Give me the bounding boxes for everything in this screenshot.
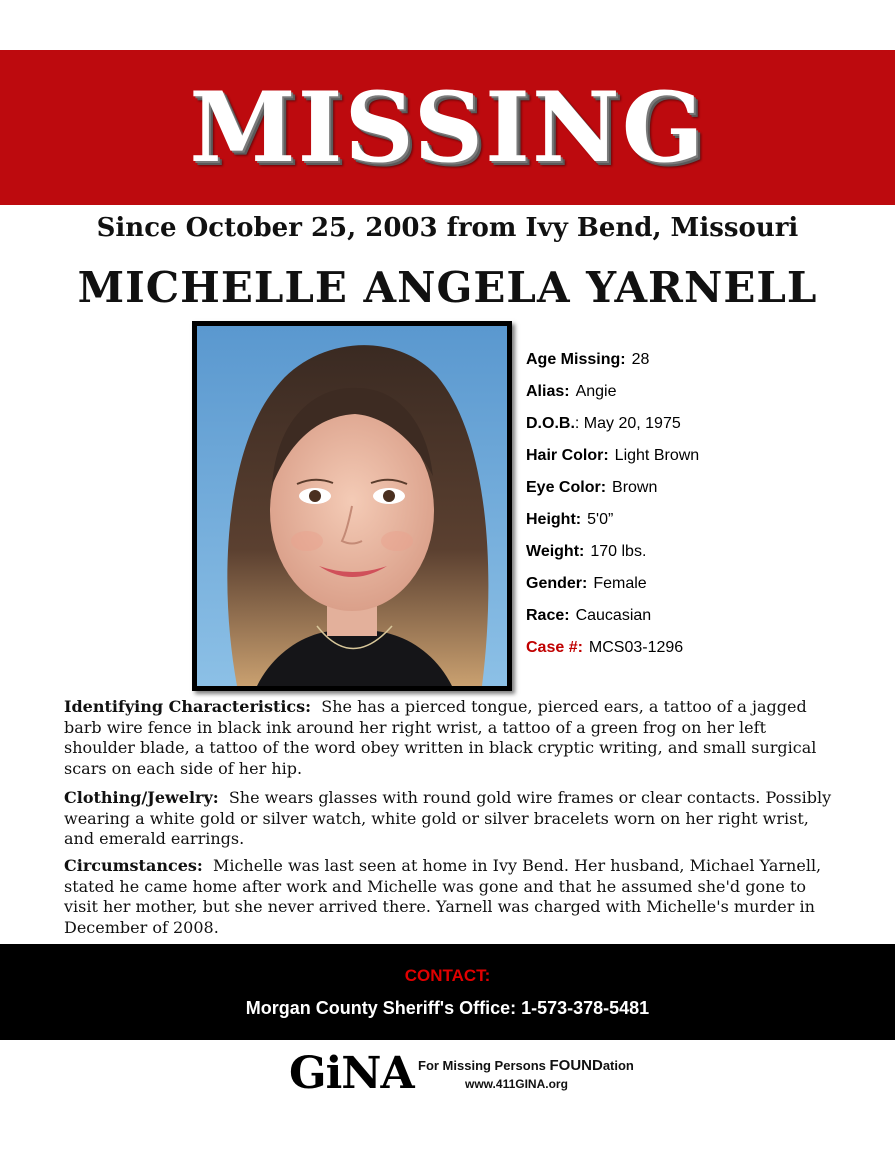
detail-value: Angie: [575, 383, 617, 400]
detail-row: [526, 600, 886, 632]
missing-title: MISSING: [189, 71, 706, 184]
detail-row: [526, 408, 886, 440]
contact-label: CONTACT:: [404, 966, 491, 985]
clothing-label: Clothing/Jewelry:: [64, 788, 219, 807]
detail-value: MCS03-1296: [588, 639, 684, 656]
detail-label: Alias:: [526, 383, 570, 400]
logo-url: www.411GINA.org: [465, 1077, 568, 1091]
contact-bar: [0, 944, 895, 1040]
gina-logo: GiNA: [289, 1048, 414, 1099]
detail-value: Caucasian: [575, 607, 652, 624]
detail-row: [526, 376, 886, 408]
circumstances: [64, 856, 834, 938]
detail-label: Race:: [526, 607, 570, 624]
detail-row: [526, 504, 886, 536]
missing-since-line: Since October 25, 2003 from Ivy Bend, Missouri: [96, 213, 799, 243]
detail-row: [526, 440, 886, 472]
contact-phone-line: Morgan County Sheriff's Office: 1-573-378-5481: [245, 998, 650, 1018]
logo-tagline: [418, 1058, 634, 1074]
detail-row: [526, 568, 886, 600]
tagline-bold: FOUND: [549, 1057, 603, 1074]
portrait-image: [197, 326, 507, 686]
detail-label: Hair Color:: [526, 447, 609, 464]
detail-label: Case #:: [526, 639, 583, 656]
clothing-jewelry: [64, 788, 834, 850]
detail-value: Light Brown: [614, 447, 700, 464]
tagline-post: ation: [602, 1058, 634, 1073]
person-photo: [192, 321, 512, 691]
circumstances-label: Circumstances:: [64, 856, 203, 875]
detail-label: Height:: [526, 511, 582, 528]
tagline-pre: For Missing Persons: [418, 1058, 550, 1073]
details-list: [526, 344, 886, 664]
circumstances-text: Michelle was last seen at home in Ivy Bend. Her husband, Michael Yarnell, stated he came home after work and Michelle was gone and that he assumed she'd gone to visit her mother, but she never arrived there. Yarnell was charged with Michelle's murder in December of 2008.: [64, 856, 822, 937]
detail-value: 28: [631, 351, 650, 368]
detail-row: [526, 344, 886, 376]
detail-label: Age Missing:: [526, 351, 626, 368]
identifying-text: She has a pierced tongue, pierced ears, a tattoo of a jagged barb wire fence in black ink around her right wrist, a tattoo of a green frog on her left shoulder blade, a tattoo of the word obey written in black cryptic writing, and small surgical scars on each side of her hip.: [64, 697, 817, 778]
missing-person-name: MICHELLE ANGELA YARNELL: [77, 263, 818, 312]
detail-value: Female: [593, 575, 647, 592]
detail-value: : May 20, 1975: [574, 415, 681, 432]
detail-value: 170 lbs.: [590, 543, 647, 560]
detail-label: Weight:: [526, 543, 585, 560]
detail-label: Eye Color:: [526, 479, 607, 496]
clothing-text: She wears glasses with round gold wire frames or clear contacts. Possibly wearing a white gold or silver watch, white gold or silver bracelets worn on her right wrist, and emerald earrings.: [64, 788, 832, 848]
detail-row: [526, 536, 886, 568]
detail-value: 5'0”: [587, 511, 614, 528]
detail-label: Gender:: [526, 575, 588, 592]
detail-value: Brown: [612, 479, 658, 496]
detail-row: [526, 632, 886, 664]
identifying-characteristics: [64, 697, 834, 779]
detail-label: D.O.B.: [526, 415, 575, 432]
detail-row: [526, 472, 886, 504]
identifying-label: Identifying Characteristics:: [64, 697, 312, 716]
